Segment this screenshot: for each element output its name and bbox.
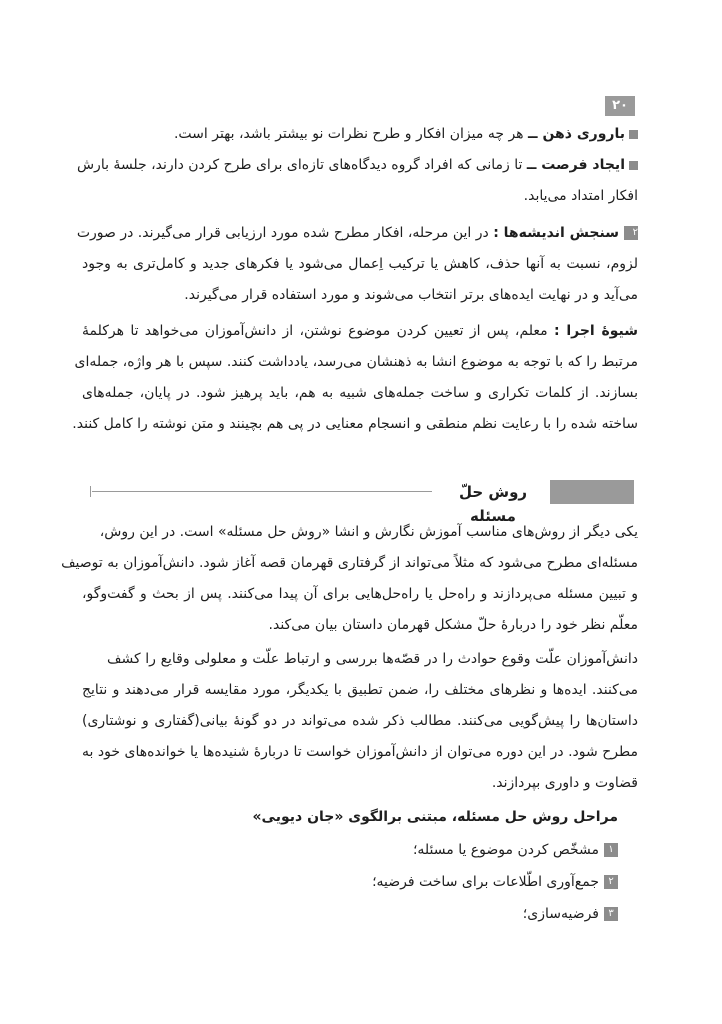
paragraph-1: یکی دیگر از روش‌های مناسب آموزش نگارش و انشا «روش حل مسئله» است. در این روش، — [99, 524, 638, 540]
section-title-box — [550, 480, 634, 504]
text-line: مطرح شود. در این دوره می‌توان از دانش‌آموزان خواست تا دربارهٔ شنیده‌ها یا خوانده‌های خود به — [82, 744, 638, 760]
method-paragraph — [82, 323, 638, 339]
bullet-text: هر چه میزان افکار و طرح نظرات نو بیشتر باشد، بهتر است. — [173, 126, 524, 142]
list-item-text: مشخّص کردن موضوع یا مسئله؛ — [412, 842, 599, 858]
step-evaluate — [76, 225, 638, 241]
section-title: روش حلّ مسئله — [458, 483, 528, 525]
bullet-label: ایجاد فرصت ــ — [526, 157, 625, 173]
method-label: شیوهٔ اجرا : — [553, 323, 638, 339]
text-line: ساخته شده را با رعایت نظم منطقی و انسجام معنایی در پی هم بچینند و متن نوشته را کامل کنند. — [72, 416, 638, 432]
text-line: افکار امتداد می‌یابد. — [523, 188, 638, 204]
step-number-badge: ۳ — [604, 907, 618, 921]
text-line: معلّم نظر خود را دربارهٔ حلّ مشکل قهرمان داستان بیان می‌کند. — [268, 617, 638, 633]
step-label: سنجش اندیشه‌ها : — [493, 225, 619, 241]
text-line: مرتبط را که با توجه به موضوع انشا به ذهنشان می‌رسد، یادداشت کنند. سپس با هر واژه، جمله‌ای — [74, 354, 638, 370]
method-text: معلم، پس از تعیین کردن موضوع نوشتن، از دانش‌آموزان می‌خواهد تا هرکلمهٔ — [82, 323, 548, 339]
list-item — [118, 906, 618, 922]
bullet-label: باروری ذهن ــ — [528, 126, 625, 142]
paragraph-2: دانش‌آموزان علّت وقوع حوادث را در قصّه‌ها بررسی و ارتباط علّت و معلولی وقایع را کشف — [107, 651, 638, 667]
step-number-badge: ۲ — [624, 226, 638, 240]
text-line: داستان‌ها را پیش‌گویی می‌کنند. مطالب ذکر شده می‌تواند در دو گونهٔ بیانی(گفتاری و نوشتاری) — [82, 713, 638, 729]
list-item-text: فرضیه‌سازی؛ — [522, 906, 599, 922]
section-rule-end — [90, 486, 91, 497]
list-item — [118, 842, 618, 858]
step-number-badge: ۲ — [604, 875, 618, 889]
text-line: و تبیین مسئله می‌پردازند و راه‌حل یا راه‌حل‌هایی برای آن پیدا می‌کنند. پس از بحث و گفت‌وگو، — [82, 586, 638, 602]
section-rule — [92, 491, 432, 492]
text-line: می‌آید و در نهایت ایده‌های برتر انتخاب می‌شوند و مورد استفاده قرار می‌گیرند. — [184, 287, 638, 303]
steps-heading: مراحل روش حل مسئله، مبتنی برالگوی «جان دیویی» — [252, 809, 618, 825]
list-item — [118, 874, 618, 890]
bullet-text: تا زمانی که افراد گروه دیدگاه‌های تازه‌ای برای طرح کردن دارند، جلسهٔ بارش — [76, 157, 523, 173]
step-number-badge: ۱ — [604, 843, 618, 857]
text-line: لزوم، نسبت به آنها حذف، کاهش یا ترکیب اِعمال می‌شود یا فکرهای جدید و کامل‌تری به وجود — [82, 256, 638, 272]
page-number: ۲۰ — [605, 96, 635, 116]
square-bullet-icon — [629, 161, 638, 170]
step-text: در این مرحله، افکار مطرح شده مورد ارزیابی قرار می‌گیرند. در صورت — [76, 225, 489, 241]
text-line: بسازند. از کلمات تکراری و ساخت جمله‌های شبیه به هم، باید پرهیز شود. در پایان، جمله‌های — [82, 385, 638, 401]
bullet-fertility — [82, 126, 638, 142]
text-line: قضاوت و داوری بپردازند. — [491, 775, 638, 791]
text-line: می‌کنند. ایده‌ها و نظرهای مختلف را، ضمن تطبیق با یکدیگر، مورد مقایسه قرار می‌دهند و نتایج — [82, 682, 638, 698]
text-line: مسئله‌ای مطرح می‌شود که مثلاً می‌تواند از گرفتاری قهرمان قصه آغاز شود. دانش‌آموزان به توصیف — [61, 555, 638, 571]
square-bullet-icon — [629, 130, 638, 139]
list-item-text: جمع‌آوری اطّلاعات برای ساخت فرضیه؛ — [372, 874, 599, 890]
bullet-opportunity — [76, 157, 638, 173]
